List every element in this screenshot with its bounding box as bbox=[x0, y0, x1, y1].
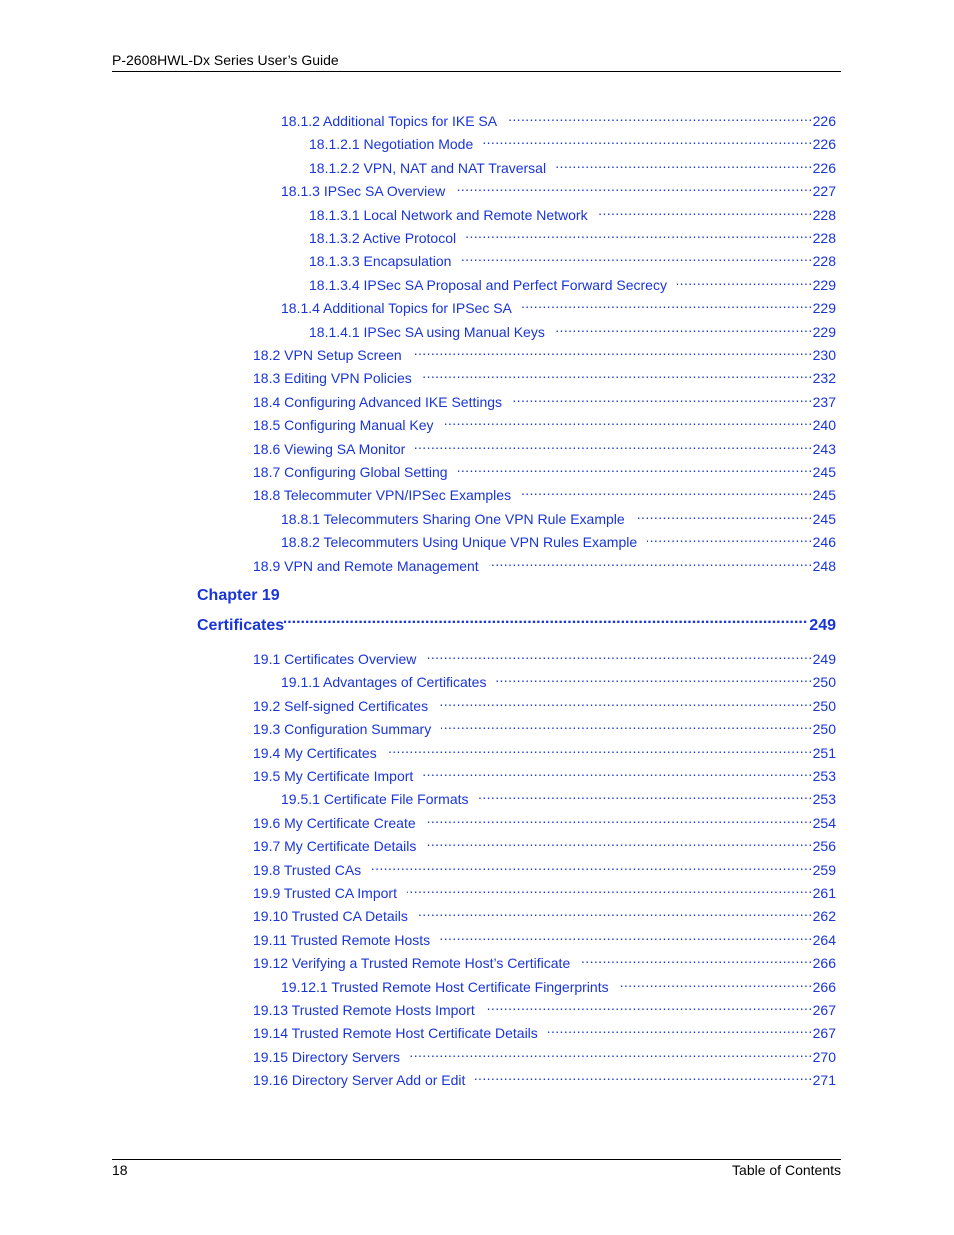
toc-entry-page-number: 229 bbox=[812, 323, 836, 340]
toc-entry-label: 19.12.1 Trusted Remote Host Certificate Fingerprints bbox=[281, 978, 609, 995]
toc-entry-page-number: 232 bbox=[812, 370, 836, 387]
dot-leader bbox=[507, 106, 813, 126]
toc-entry[interactable] bbox=[309, 246, 836, 270]
toc-entry-label: 19.7 My Certificate Details bbox=[253, 838, 417, 855]
toc-entry-page-number: 250 bbox=[812, 721, 836, 738]
toc-entry[interactable] bbox=[281, 293, 836, 317]
dot-leader bbox=[647, 527, 813, 547]
toc-entry[interactable] bbox=[253, 761, 836, 784]
toc-entry-page-number: 245 bbox=[812, 510, 836, 527]
page-header-title: P-2608HWL-Dx Series User’s Guide bbox=[112, 52, 339, 68]
dot-leader bbox=[466, 223, 813, 243]
toc-entry[interactable] bbox=[281, 176, 836, 200]
dot-leader bbox=[412, 340, 813, 360]
toc-entry-page-number: 253 bbox=[812, 791, 836, 808]
dot-leader bbox=[440, 925, 812, 945]
toc-entry-label: 18.8.2 Telecommuters Using Unique VPN Rules Example bbox=[281, 534, 638, 551]
toc-entry-label: 18.1.3.1 Local Network and Remote Network bbox=[309, 206, 588, 223]
dot-leader bbox=[677, 270, 813, 290]
toc-entry[interactable] bbox=[253, 901, 836, 925]
toc-entry-label: 18.4 Configuring Advanced IKE Settings bbox=[253, 393, 503, 410]
toc-entry-page-number: 226 bbox=[812, 136, 836, 153]
toc-entry-label: 19.15 Directory Servers bbox=[253, 1048, 401, 1065]
dot-leader bbox=[489, 551, 813, 571]
toc-entry-label: 18.8.1 Telecommuters Sharing One VPN Rule Example bbox=[281, 510, 625, 527]
toc-entry-label: 18.1.4 Additional Topics for IPSec SA bbox=[281, 300, 512, 317]
toc-entry[interactable] bbox=[309, 153, 836, 176]
toc-entry-page-number: 264 bbox=[812, 931, 836, 948]
toc-entry[interactable] bbox=[253, 551, 836, 574]
toc-entry[interactable] bbox=[253, 457, 836, 480]
dot-leader bbox=[458, 457, 813, 477]
toc-entry-label: 19.8 Trusted CAs bbox=[253, 861, 362, 878]
toc-entry-label: 18.9 VPN and Remote Management bbox=[253, 557, 479, 574]
dot-leader bbox=[418, 901, 813, 921]
toc-entry-label: 18.3 Editing VPN Policies bbox=[253, 370, 412, 387]
toc-entry-label: 18.1.2.1 Negotiation Mode bbox=[309, 136, 474, 153]
toc-entry-page-number: 227 bbox=[812, 183, 836, 200]
dot-leader bbox=[635, 504, 813, 524]
dot-leader bbox=[426, 831, 812, 851]
toc-entry[interactable] bbox=[253, 1042, 836, 1065]
toc-entry-label: 18.1.3 IPSec SA Overview bbox=[281, 183, 446, 200]
toc-entry[interactable] bbox=[253, 995, 836, 1018]
dot-leader bbox=[410, 1042, 813, 1062]
dot-leader bbox=[441, 714, 812, 734]
toc-entry-page-number: 251 bbox=[812, 744, 836, 761]
toc-entry[interactable] bbox=[309, 223, 836, 246]
toc-entry[interactable] bbox=[309, 129, 836, 153]
toc-entry-page-number: 256 bbox=[812, 838, 836, 855]
toc-entry-page-number: 240 bbox=[812, 417, 836, 434]
toc-entry[interactable] bbox=[253, 434, 836, 457]
toc-entry-page-number: 229 bbox=[812, 300, 836, 317]
toc-entry-page-number: 253 bbox=[812, 768, 836, 784]
dot-leader bbox=[555, 317, 813, 337]
toc-entry-page-number: 229 bbox=[812, 276, 836, 293]
footer-rule bbox=[112, 1159, 841, 1160]
toc-entry-page-number: 261 bbox=[812, 885, 836, 901]
toc-entry-label: 19.1 Certificates Overview bbox=[253, 651, 417, 667]
toc-entry[interactable] bbox=[253, 878, 836, 901]
toc-entry-page-number: 254 bbox=[812, 814, 836, 831]
toc-entry-label: 18.7 Configuring Global Setting bbox=[253, 464, 448, 480]
toc-entry[interactable] bbox=[309, 317, 836, 340]
toc-entry-label: 18.1.3.4 IPSec SA Proposal and Perfect Forward Secrecy bbox=[309, 276, 667, 293]
dot-leader bbox=[426, 808, 813, 828]
toc-entry[interactable] bbox=[309, 270, 836, 293]
toc-entry[interactable] bbox=[281, 527, 836, 551]
toc-entry-page-number: 262 bbox=[812, 908, 836, 925]
toc-entry-page-number: 228 bbox=[812, 206, 836, 223]
dot-leader bbox=[407, 878, 813, 898]
footer-page-number: 18 bbox=[112, 1162, 128, 1178]
toc-entry-page-number: 246 bbox=[812, 534, 836, 551]
footer-section-name: Table of Contents bbox=[732, 1162, 841, 1178]
toc-entry[interactable] bbox=[253, 1065, 836, 1089]
toc-entry-label: 18.1.3.3 Encapsulation bbox=[309, 253, 452, 270]
toc-entry[interactable] bbox=[253, 831, 836, 855]
toc-entry[interactable] bbox=[253, 855, 836, 878]
dot-leader bbox=[371, 855, 812, 875]
toc-entry[interactable] bbox=[253, 480, 836, 504]
dot-leader bbox=[475, 1065, 812, 1085]
toc-entry-label: 19.5 My Certificate Import bbox=[253, 768, 414, 784]
toc-entry-page-number: 266 bbox=[812, 978, 836, 995]
chapter-entry[interactable] bbox=[197, 608, 836, 634]
toc-entry[interactable] bbox=[253, 691, 836, 714]
toc-entry-label: 19.2 Self-signed Certificates bbox=[253, 697, 429, 714]
toc-entry-label: 18.1.2.2 VPN, NAT and NAT Traversal bbox=[309, 159, 547, 176]
dot-leader bbox=[512, 387, 813, 407]
toc-entry-page-number: 243 bbox=[812, 440, 836, 457]
toc-entry-label: 18.5 Configuring Manual Key bbox=[253, 417, 434, 434]
toc-entry-page-number: 228 bbox=[812, 230, 836, 246]
toc-entry[interactable] bbox=[253, 738, 836, 761]
toc-entry[interactable] bbox=[253, 808, 836, 831]
toc-entry-page-number: 245 bbox=[812, 487, 836, 504]
dot-leader bbox=[485, 995, 813, 1015]
toc-entry-page-number: 230 bbox=[812, 347, 836, 363]
toc-entry-page-number: 267 bbox=[812, 1002, 836, 1018]
toc-entry-label: 19.11 Trusted Remote Hosts bbox=[253, 931, 431, 948]
dot-leader bbox=[444, 410, 813, 430]
toc-entry[interactable] bbox=[281, 504, 836, 527]
toc-entry-label: 18.8 Telecommuter VPN/IPSec Examples bbox=[253, 487, 512, 504]
toc-entry-label: 19.10 Trusted CA Details bbox=[253, 908, 408, 925]
dot-leader bbox=[496, 667, 812, 687]
toc-entry-page-number: 266 bbox=[812, 955, 836, 972]
toc-entry-label: 19.9 Trusted CA Import bbox=[253, 885, 397, 901]
dot-leader bbox=[461, 246, 812, 266]
dot-leader bbox=[556, 153, 813, 173]
dot-leader bbox=[548, 1018, 813, 1038]
toc-entry[interactable] bbox=[253, 714, 836, 738]
chapter-page-number: 249 bbox=[809, 617, 836, 634]
toc-entry-label: 18.1.2 Additional Topics for IKE SA bbox=[281, 113, 498, 129]
dot-leader bbox=[423, 761, 812, 781]
dot-leader bbox=[422, 363, 813, 383]
dot-leader bbox=[521, 480, 813, 500]
dot-leader bbox=[598, 200, 813, 220]
chapter-label[interactable]: Chapter 19 bbox=[197, 587, 280, 604]
toc-entry[interactable] bbox=[253, 1018, 836, 1042]
dot-leader bbox=[426, 644, 812, 664]
dot-leader bbox=[455, 176, 812, 196]
toc-entry-page-number: 249 bbox=[812, 651, 836, 667]
toc-entry-label: 19.4 My Certificates bbox=[253, 744, 377, 761]
toc-entry[interactable] bbox=[253, 363, 836, 387]
toc-entry[interactable] bbox=[281, 972, 836, 995]
toc-entry-label: 18.6 Viewing SA Monitor bbox=[253, 440, 406, 457]
toc-entry-label: 19.1.1 Advantages of Certificates bbox=[281, 674, 487, 691]
toc-entry[interactable] bbox=[253, 410, 836, 434]
toc-entry[interactable] bbox=[281, 106, 836, 129]
toc-entry-page-number: 250 bbox=[812, 674, 836, 691]
dot-leader bbox=[522, 293, 813, 313]
toc-entry-label: 19.6 My Certificate Create bbox=[253, 814, 416, 831]
toc-entry-page-number: 250 bbox=[812, 697, 836, 714]
toc-entry-label: 19.13 Trusted Remote Hosts Import bbox=[253, 1002, 475, 1018]
toc-entry-label: 19.14 Trusted Remote Host Certificate Details bbox=[253, 1025, 538, 1042]
toc-entry-page-number: 248 bbox=[812, 557, 836, 574]
toc-entry[interactable] bbox=[253, 387, 836, 410]
toc-entry-page-number: 245 bbox=[812, 464, 836, 480]
toc-entry[interactable] bbox=[253, 948, 836, 972]
toc-entry[interactable] bbox=[253, 340, 836, 363]
toc-entry-page-number: 226 bbox=[812, 113, 836, 129]
toc-entry-page-number: 270 bbox=[812, 1048, 836, 1065]
dot-leader bbox=[580, 948, 812, 968]
dot-leader bbox=[284, 608, 807, 630]
dot-leader bbox=[387, 738, 813, 758]
toc-entry[interactable] bbox=[281, 784, 836, 808]
toc-entry-label: 18.1.3.2 Active Protocol bbox=[309, 230, 457, 246]
toc-entry-label: 19.3 Configuration Summary bbox=[253, 721, 432, 738]
toc-entry-page-number: 271 bbox=[812, 1072, 836, 1089]
toc-entry[interactable] bbox=[253, 925, 836, 948]
toc-entry-page-number: 259 bbox=[812, 861, 836, 878]
toc-entry-page-number: 228 bbox=[812, 253, 836, 270]
toc-entry-label: 19.12 Verifying a Trusted Remote Host’s Certificate bbox=[253, 955, 571, 972]
toc-entry-page-number: 226 bbox=[812, 159, 836, 176]
toc-entry-label: 18.2 VPN Setup Screen bbox=[253, 347, 402, 363]
toc-entry-page-number: 267 bbox=[812, 1025, 836, 1042]
toc-entry-label: 19.5.1 Certificate File Formats bbox=[281, 791, 469, 808]
dot-leader bbox=[438, 691, 813, 711]
dot-leader bbox=[479, 784, 813, 804]
dot-leader bbox=[483, 129, 812, 149]
toc-entry-label: 18.1.4.1 IPSec SA using Manual Keys bbox=[309, 323, 545, 340]
dot-leader bbox=[415, 434, 812, 454]
toc-entry-page-number: 237 bbox=[812, 393, 836, 410]
header-rule bbox=[112, 71, 841, 72]
toc-entry[interactable] bbox=[253, 644, 836, 667]
toc-entry[interactable] bbox=[309, 200, 836, 223]
chapter-title: Certificates bbox=[197, 617, 285, 634]
toc-entry-label: 19.16 Directory Server Add or Edit bbox=[253, 1072, 466, 1089]
dot-leader bbox=[619, 972, 813, 992]
toc-entry[interactable] bbox=[281, 667, 836, 691]
